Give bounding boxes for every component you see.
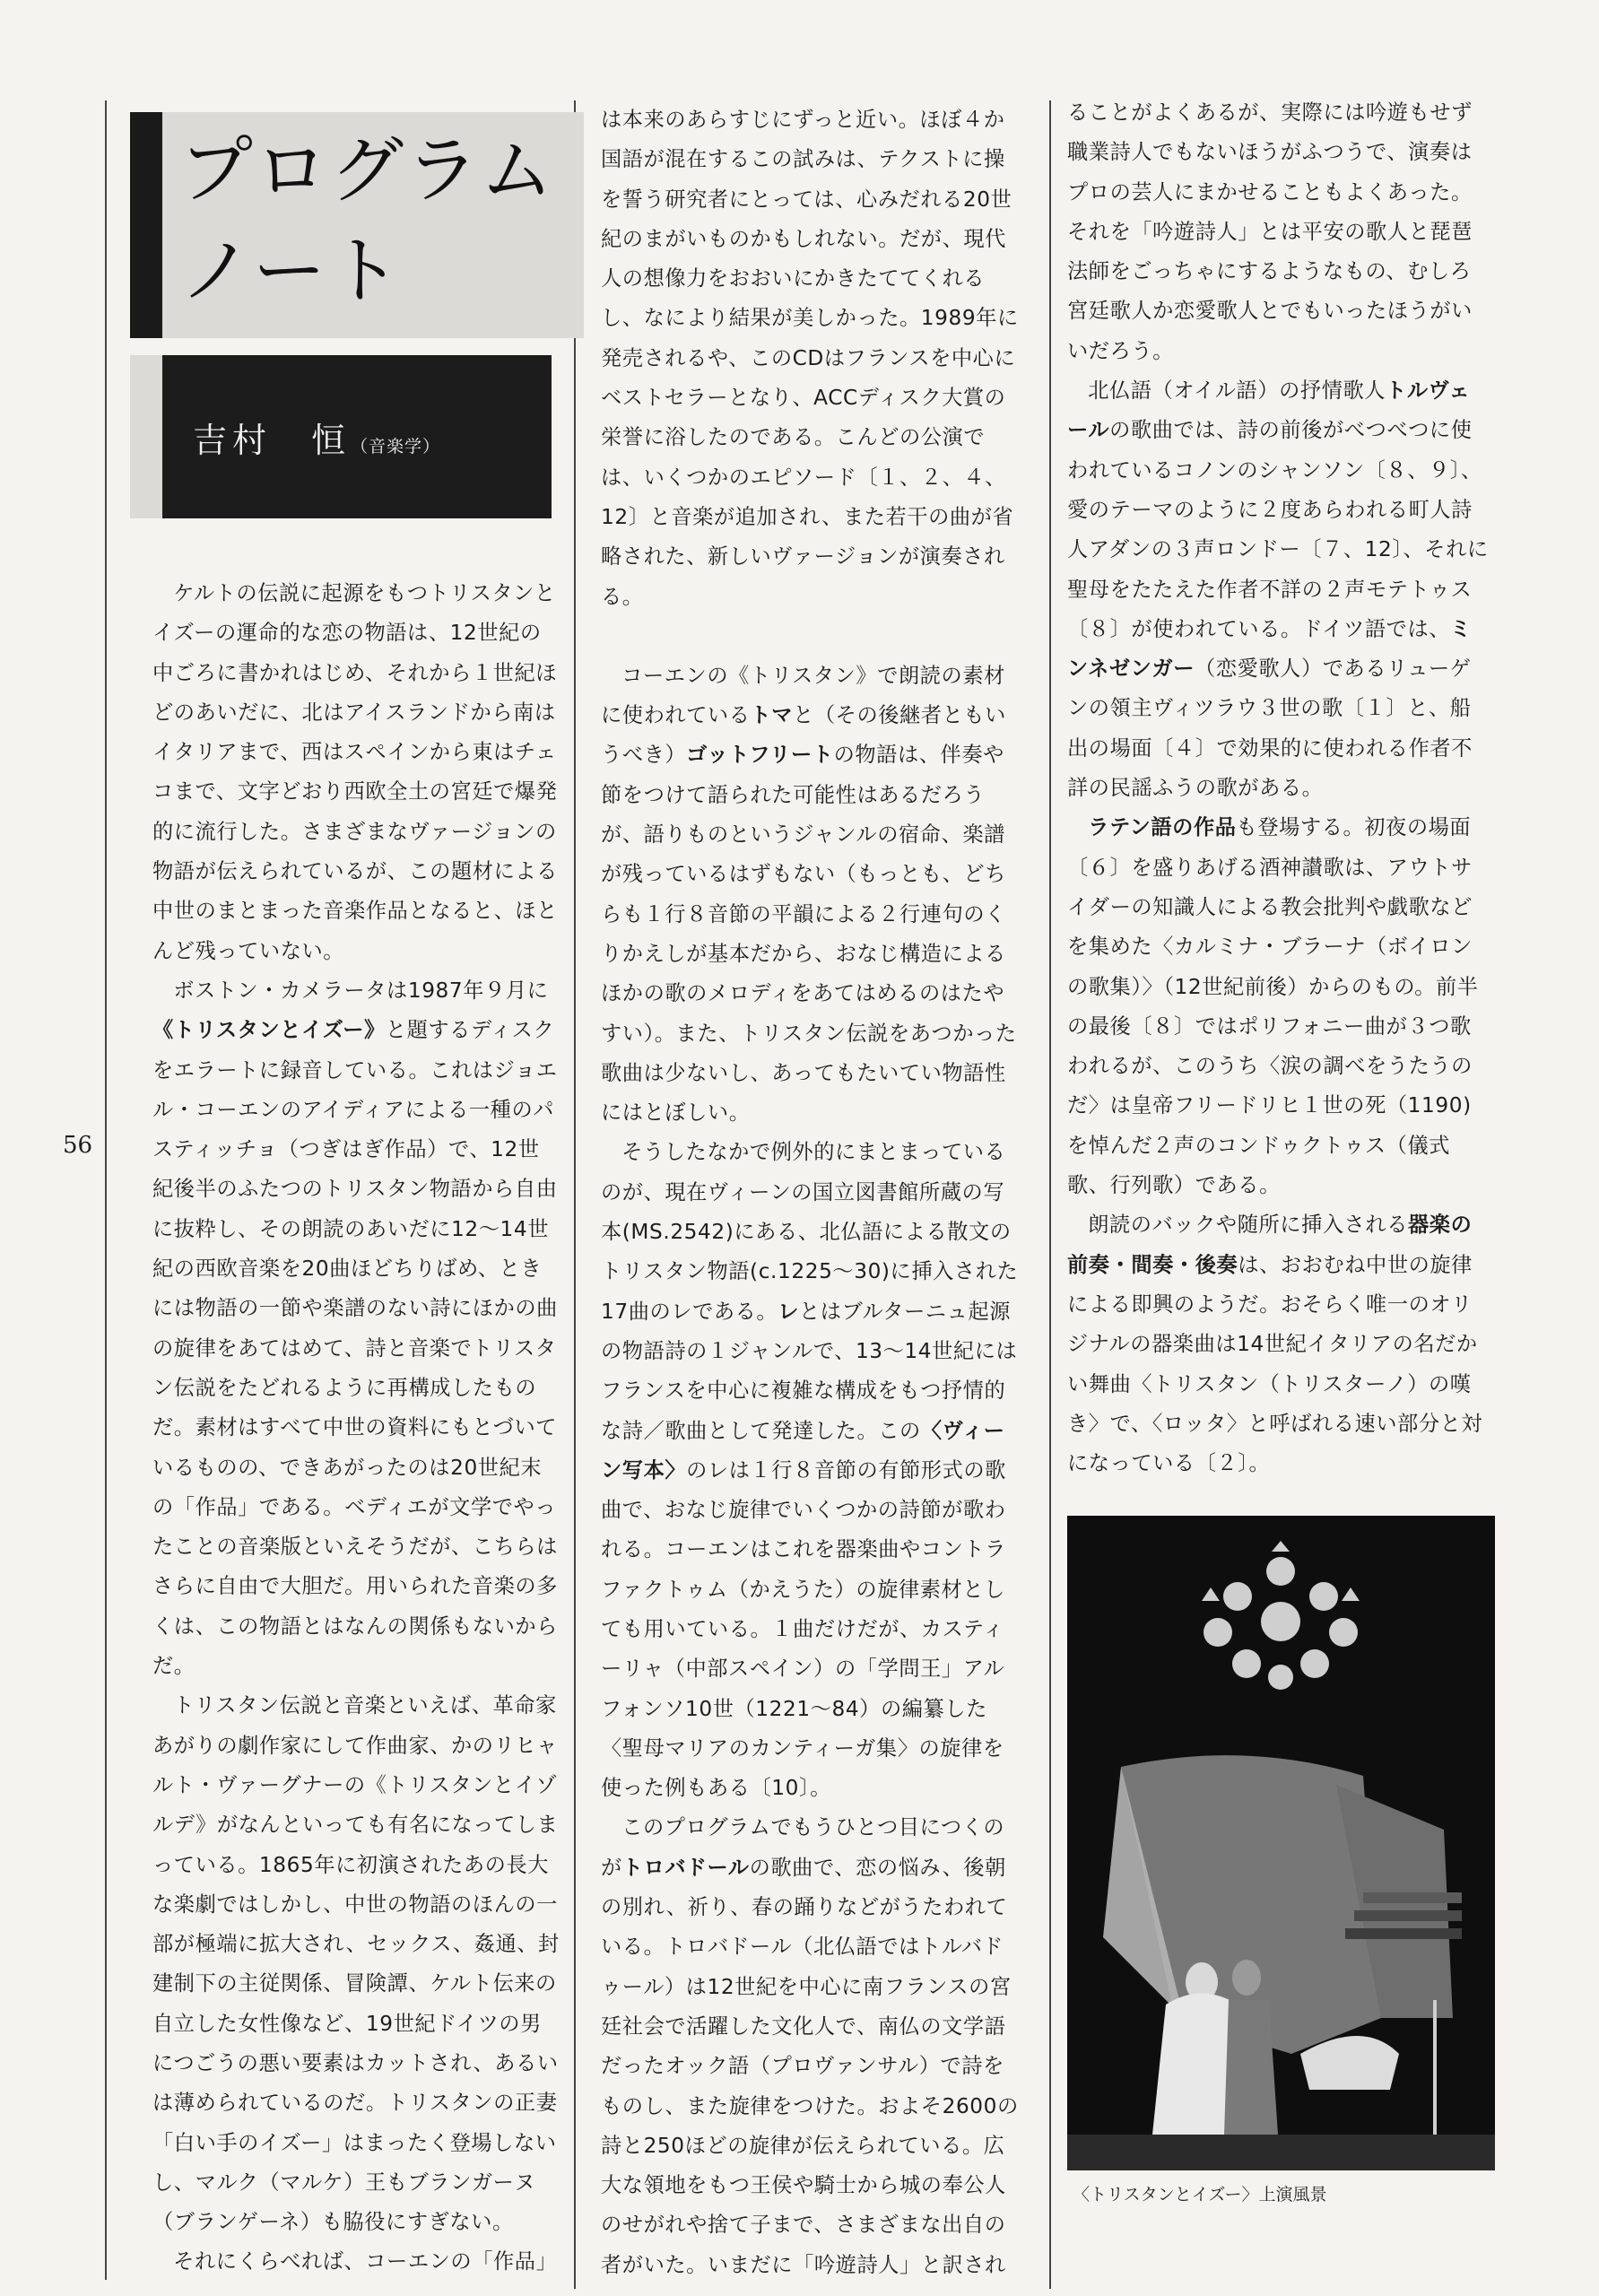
bold-term: ミンネゼンガー <box>1067 616 1472 682</box>
bold-term: トマ <box>750 703 794 728</box>
bold-term: 《トリスタンとイズー》 <box>152 1018 386 1043</box>
text-column-2 <box>601 100 1022 2285</box>
author-name: 吉村 恒 <box>193 421 352 460</box>
author-byline <box>193 413 440 462</box>
column-rule-mid1 <box>574 100 576 2289</box>
bold-term: レ <box>778 1299 800 1324</box>
text-column-3 <box>1067 93 1489 1483</box>
stage-photo <box>1067 1516 1495 2170</box>
text-column-1 <box>152 574 561 2283</box>
bold-term: 〈ヴィーン写本〉 <box>601 1418 1005 1483</box>
stage-scene-image <box>1067 1516 1495 2170</box>
page-number: 56 <box>63 1132 93 1159</box>
paragraph: ケルトの伝説に起源をもつトリスタンとイズーの運命的な恋の物語は、12世紀の中ごろに書かれはじめ、それから１世紀ほどのあいだに、北はアイスランドから南はイタリアまで、西はスペインから東はチェコまで、文字どおり西欧全土の宮廷で爆発的に流行した。さまざまなヴァージョンの物語が伝えられているが、この題材による中世のまとまった音楽作品となると、ほとんど残っていない。 <box>152 581 558 963</box>
author-role: （音楽学） <box>351 437 441 457</box>
bold-term: ラテン語の作品 <box>1088 815 1237 840</box>
photo-caption: 〈トリスタンとイズー〉上演風景 <box>1073 2185 1327 2205</box>
bold-term: トルヴェール <box>1067 378 1471 443</box>
paragraph: コーエンの《トリスタン》で朗読の素材に使われているトマと（その後継者ともいうべき）ゴットフリートの物語は、伴奏や節をつけて語られた可能性はあるだろうが、語りものというジャンルの宿命、楽譜が残っているはずもない（もっとも、どちらも１行８音節の平韻による２行連句のくりかえしが基本だから、おなじ構造によるほかの歌のメロディをあてはめるのはたやすい）。また、トリスタン伝説をあつかった歌曲は少ないし、あってもたいてい物語性にはとぼしい。 <box>601 663 1017 1126</box>
paragraph: は本来のあらすじにずっと近い。ほぼ４か国語が混在するこの試みは、テクストに操を誓う研究者にとっては、心みだれる20世紀のまがいものかもしれない。だが、現代人の想像力をおおいにかきたててくれるし、なにより結果が美しかった。1989年に発売されるや、このCDはフランスを中心にベストセラーとなり、ACCディスク大賞の栄誉に浴したのである。こんどの公演では、いくつかのエピソード〔１、２、４、12〕と音楽が追加され、また若干の曲が省略された、新しいヴァージョンが演奏される。 <box>601 108 1019 609</box>
paragraph: ラテン語の作品も登場する。初夜の場面〔６〕を盛りあげる酒神讃歌は、アウトサイダーの知識人による教会批判や戯歌などを集めた〈カルミナ・ブラーナ（ボイロンの歌集）〉（12世紀前後）からのもの。前半の最後〔８〕ではポリフォニー曲が３つ歌われるが、このうち〈涙の調べをうたうのだ〉は皇帝フリードリヒ１世の死（1190)を悼んだ２声のコンドゥクトゥス（儀式歌、行列歌）である。 <box>1067 815 1479 1198</box>
paragraph: それにくらべれば、コーエンの「作品」 <box>173 2249 558 2274</box>
paragraph: 北仏語（オイル語）の抒情歌人トルヴェールの歌曲では、詩の前後がべつべつに使われているコノンのシャンソン〔８、９〕、愛のテーマのように２度あらわれる町人詩人アダンの３声ロンドー〔７、12〕、それに聖母をたたえた作者不詳の２声モテトゥス〔８〕が使われている。ドイツ語では、ミンネゼンガー（恋愛歌人）であるリューゲンの領主ヴィツラウ３世の歌〔１〕と、船出の場面〔４〕で効果的に使われる作者不詳の民謡ふうの歌がある。 <box>1067 378 1489 801</box>
column-rule-left <box>105 100 107 2280</box>
paragraph: 朗読のバックや随所に挿入される器楽の前奏・間奏・後奏は、おおむね中世の旋律による即興のようだ。おそらく唯一のオリジナルの器楽曲は14世紀イタリアの名だかい舞曲〈トリスタン（トリスターノ）の嘆き〉で、〈ロッタ〉と呼ばれる速い部分と対になっている〔２〕。 <box>1067 1213 1483 1476</box>
paragraph: そうしたなかで例外的にまとまっているのが、現在ヴィーンの国立図書館所蔵の写本(MS.2542)にある、北仏語による散文のトリスタン物語(c.1225〜30)に挿入された17曲のレである。レとはブルターニュ起源の物語詩の１ジャンルで、13〜14世紀にはフランスを中心に複雑な構成をもつ抒情的な詩／歌曲として発達した。この〈ヴィーン写本〉のレは１行８音節の有節形式の歌曲で、おなじ旋律でいくつかの詩節が歌われる。コーエンはこれを器楽曲やコントラファクトゥム（かえうた）の旋律素材としても用いている。１曲だけだが、カスティーリャ（中部スペイン）の「学問王」アルフォンソ10世（1221〜84）の編纂した〈聖母マリアのカンティーガ集〉の旋律を使った例もある〔10〕。 <box>601 1140 1019 1801</box>
paragraph: ボストン・カメラータは1987年９月に《トリスタンとイズー》と題するディスクをエラートに録音している。これはジョエル・コーエンのアイディアによる一種のパスティッチョ（つぎはぎ作品）で、12世紀後半のふたつのトリスタン物語から自由に抜粋し、その朗読のあいだに12〜14世紀の西欧音楽を20曲ほどちりばめ、ときには物語の一節や楽譜のない詩にほかの曲の旋律をあてはめて、詩と音楽でトリスタン伝説をたどれるように再構成したものだ。素材はすべて中世の資料にもとづいているものの、できあがったのは20世紀末の「作品」である。ベディエが文学でやったことの音楽版といえそうだが、こちらはさらに自由で大胆だ。用いられた音楽の多くは、この物語とはなんの関係もないからだ。 <box>152 978 558 1679</box>
paragraph: ることがよくあるが、実際には吟遊もせず職業詩人でもないほうがふつうで、演奏はプロの芸人にまかせることもよくあった。それを「吟遊詩人」とは平安の歌人と琵琶法師をごっちゃにするようなもの、むしろ宮廷歌人か恋愛歌人とでもいったほうがいいだろう。 <box>1067 100 1473 363</box>
bold-term: ゴットフリート <box>686 743 834 768</box>
bold-term: トロバドール <box>621 1855 750 1880</box>
paragraph: トリスタン伝説と音楽といえば、革命家あがりの劇作家にして作曲家、かのリヒャルト・ヴァーグナーの《トリスタンとイゾルデ》がなんといっても有名になってしまっている。1865年に初演されたあの長大な楽劇ではしかし、中世の物語のほんの一部が極端に拡大され、セックス、姦通、封建制下の主従関係、冒険譚、ケルト伝来の自立した女性像など、19世紀ドイツの男につごうの悪い要素はカットされ、あるいは薄められているのだ。トリスタンの正妻「白い手のイズー」はまったく登場しないし、マルク（マルケ）王もブランガーヌ（ブランゲーネ）も脇役にすぎない。 <box>152 1693 560 2235</box>
bold-term: 器楽の前奏・間奏・後奏 <box>1067 1213 1473 1277</box>
page-title <box>179 121 555 322</box>
title-line-2: ノート <box>179 229 404 314</box>
paragraph: このプログラムでもうひとつ目につくのがトロバドールの歌曲で、恋の悩み、後朝の別れ、祈り、春の踊りなどがうたわれている。トロバドール（北仏語ではトルバドゥール）は12世紀を中心に南フランスの宮廷社会で活躍した文化人で、南仏の文学語だったオック語（プロヴァンサル）で詩をものし、また旋律をつけた。およそ2600の詩と250ほどの旋律が伝えられている。広大な領地をもつ王侯や騎士から城の奉公人のせがれや捨て子まで、さまざまな出自の者がいた。いまだに「吟遊詩人」と訳され <box>601 1815 1019 2277</box>
column-rule-mid2 <box>1049 100 1051 2289</box>
title-line-1: プログラム <box>179 128 556 213</box>
